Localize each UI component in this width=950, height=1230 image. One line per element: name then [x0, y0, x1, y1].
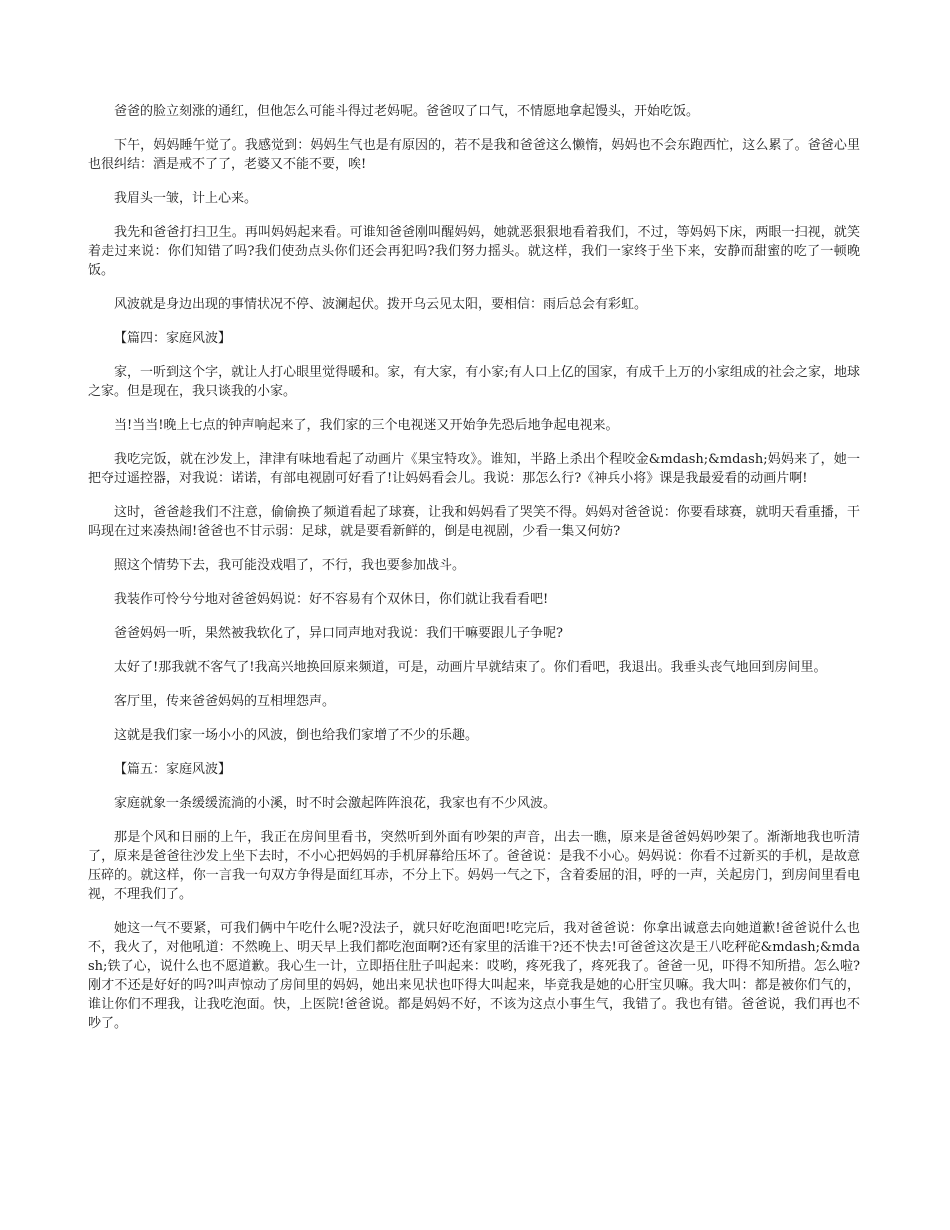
paragraph: 爸爸的脸立刻涨的通红，但他怎么可能斗得过老妈呢。爸爸叹了口气，不情愿地拿起馒头，开始吃饭。 [114, 104, 700, 119]
section-heading: 【篇四：家庭风波】 [114, 331, 232, 346]
paragraph: 我眉头一皱，计上心来。 [114, 191, 258, 206]
paragraph: 风波就是身边出现的事情状况不停、波澜起伏。拨开乌云见太阳，要相信：雨后总会有彩虹。 [114, 297, 648, 312]
paragraph: 这时，爸爸趁我们不注意，偷偷换了频道看起了球赛，让我和妈妈看了哭笑不得。妈妈对爸爸说：你要看球赛，就明天看重播，干吗现在过来凑热闹!爸爸也不甘示弱：足球，就是要看新鲜的，倒是电视剧，少看一集又何妨? [88, 505, 860, 539]
paragraph: 这就是我们家一场小小的风波，倒也给我们家增了不少的乐趣。 [114, 728, 479, 743]
document-body [88, 102, 860, 1048]
paragraph: 那是个风和日丽的上午，我正在房间里看书，突然听到外面有吵架的声音，出去一瞧，原来是爸爸妈妈吵架了。渐渐地我也听清了，原来是爸爸往沙发上坐下去时，不小心把妈妈的手机屏幕给压坏了。爸爸说：是我不小心。妈妈说：你看不过新买的手机，是故意压碎的。就这样，你一言我一句双方争得是面红耳赤，不分上下。妈妈一气之下，含着委屈的泪，呼的一声，关起房门，到房间里看电视，不理我们了。 [88, 830, 860, 902]
paragraph: 太好了!那我就不客气了!我高兴地换回原来频道，可是，动画片早就结束了。你们看吧，我退出。我垂头丧气地回到房间里。 [114, 660, 827, 675]
paragraph: 我装作可怜兮兮地对爸爸妈妈说：好不容易有个双休日，你们就让我看看吧! [114, 592, 549, 607]
paragraph: 她这一气不要紧，可我们俩中午吃什么呢?没法子，就只好吃泡面吧!吃完后，我对爸爸说：你拿出诚意去向她道歉!爸爸说什么也不，我火了，对他吼道：不然晚上、明天早上我们都吃泡面啊?还有家里的活谁干?还不快去!可爸爸这次是王八吃秤砣&mdash;&mdash;铁了心，说什么也不愿道歉。我心生一计，立即捂住肚子叫起来：哎哟，疼死我了，疼死我了。爸爸一见，吓得不知所措。怎么啦?刚才不还是好好的吗?叫声惊动了房间里的妈妈，她出来见状也吓得大叫起来，毕竟我是她的心肝宝贝嘛。我大叫：都是被你们气的，谁让你们不理我，让我吃泡面。快，上医院!爸爸说。都是妈妈不好，不该为这点小事生气，我错了。我也有错。爸爸说，我们再也不吵了。 [88, 921, 860, 1031]
paragraph: 照这个情势下去，我可能没戏唱了，不行，我也要参加战斗。 [114, 558, 466, 573]
paragraph: 客厅里，传来爸爸妈妈的互相埋怨声。 [114, 694, 336, 709]
paragraph: 我吃完饭，就在沙发上，津津有味地看起了动画片《果宝特攻》。谁知，半路上杀出个程咬金&mdash;&mdash;妈妈来了，她一把夺过遥控器，对我说：诺诺，有部电视剧可好看了!让妈妈看会儿。我说：那怎么行?《神兵小将》课是我最爱看的动画片啊! [88, 452, 860, 486]
paragraph: 家，一听到这个字，就让人打心眼里觉得暖和。家，有大家，有小家;有人口上亿的国家，有成千上万的小家组成的社会之家，地球之家。但是现在，我只谈我的小家。 [88, 365, 860, 399]
paragraph: 我先和爸爸打扫卫生。再叫妈妈起来看。可谁知爸爸刚叫醒妈妈，她就恶狠狠地看着我们，不过，等妈妈下床，两眼一扫视，就笑着走过来说：你们知错了吗?我们使劲点头你们还会再犯吗?我们努力摇头。就这样，我们一家终于坐下来，安静而甜蜜的吃了一顿晚饭。 [88, 225, 860, 278]
section-heading: 【篇五：家庭风波】 [114, 762, 232, 777]
paragraph: 下午，妈妈睡午觉了。我感觉到：妈妈生气也是有原因的，若不是我和爸爸这么懒惰，妈妈也不会东跑西忙，这么累了。爸爸心里也很纠结：酒是戒不了了，老婆又不能不要，唉! [88, 138, 860, 172]
paragraph: 当!当当!晚上七点的钟声响起来了，我们家的三个电视迷又开始争先恐后地争起电视来。 [114, 418, 619, 433]
paragraph: 家庭就象一条缓缓流淌的小溪，时不时会激起阵阵浪花，我家也有不少风波。 [114, 796, 557, 811]
paragraph: 爸爸妈妈一听，果然被我软化了，异口同声地对我说：我们干嘛要跟儿子争呢? [114, 626, 563, 641]
